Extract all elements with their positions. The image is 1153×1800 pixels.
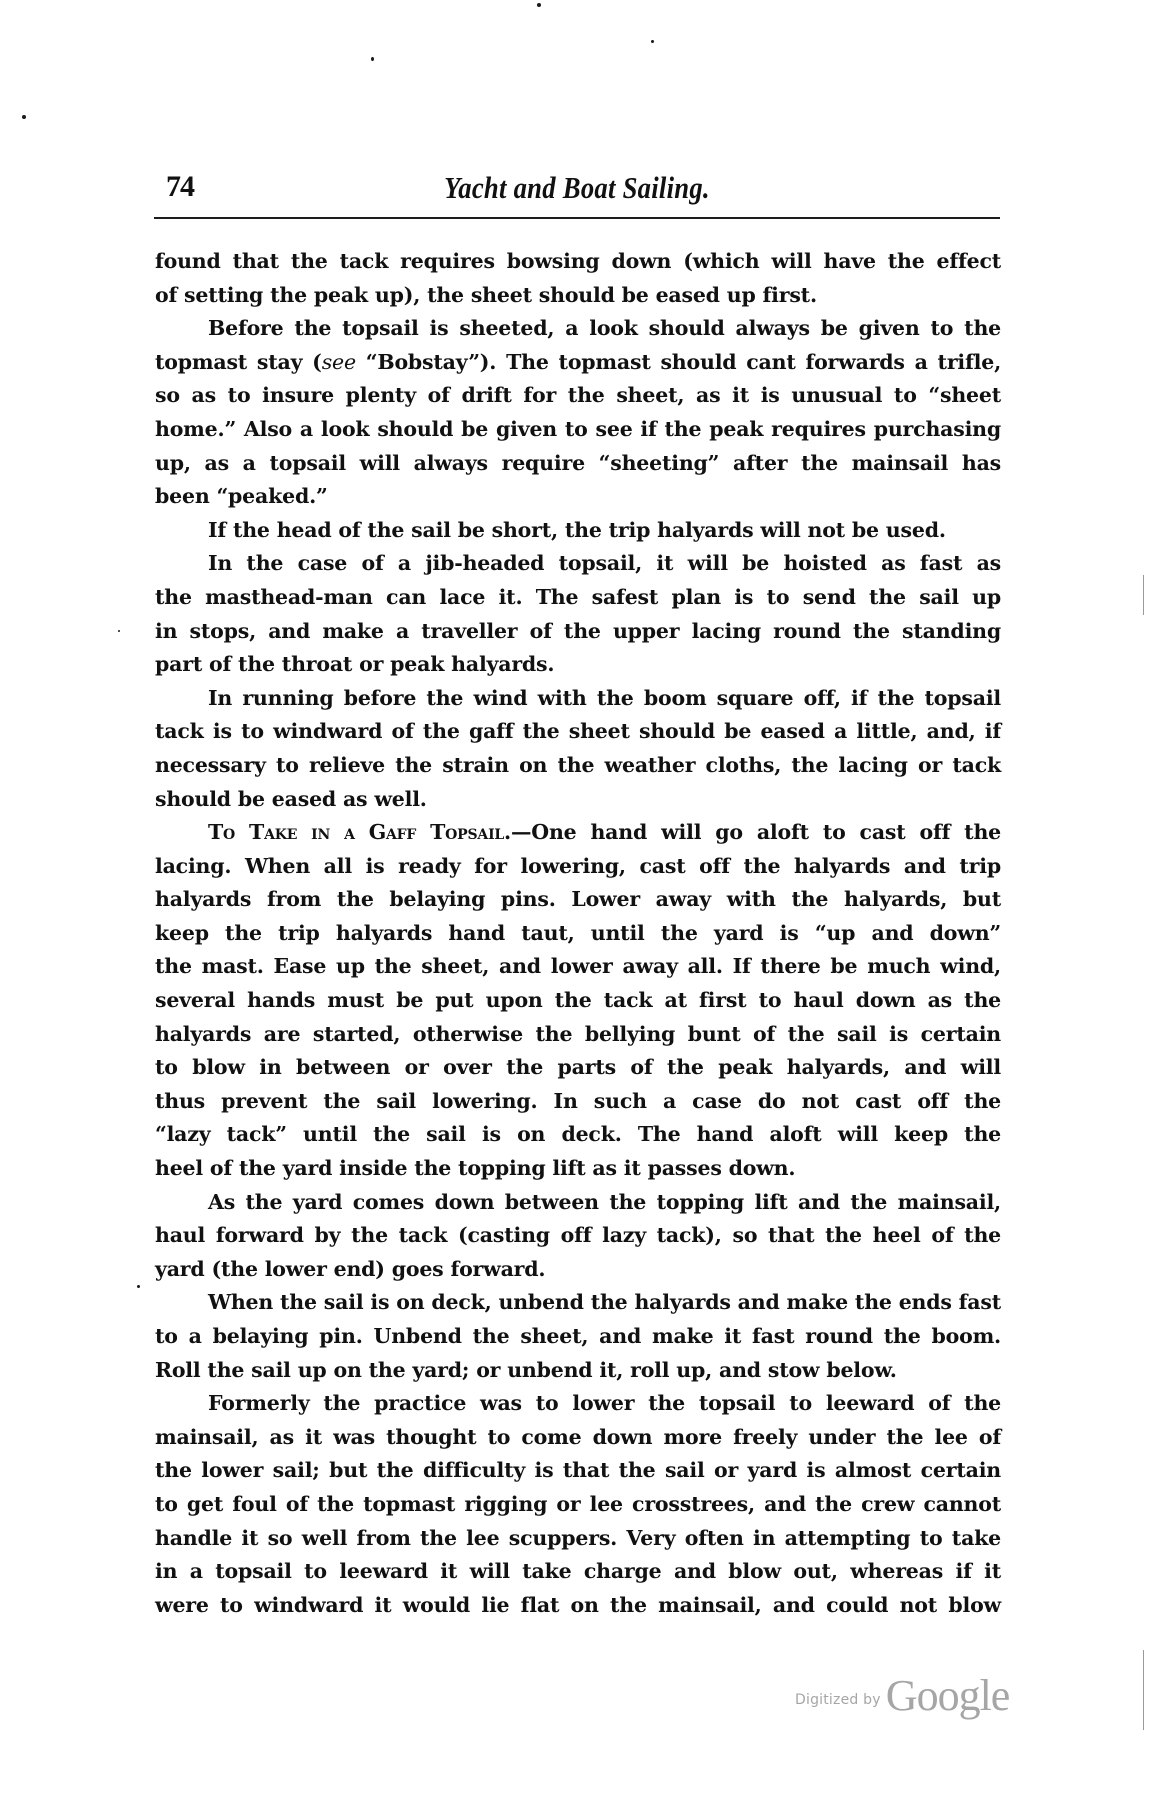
text-line: to a belaying pin. Unbend the sheet, and make it fast round the boom. (155, 1324, 1001, 1348)
google-logo: Google (885, 1671, 1010, 1720)
scan-speck (22, 115, 26, 119)
scan-speck (118, 630, 120, 632)
text-line: lacing. When all is ready for lowering, cast off the halyards and trip (155, 853, 1001, 878)
text-line: several hands must be put upon the tack at first to haul down as the (155, 988, 1001, 1013)
paragraph-start-line: As the yard comes down between the topping lift and the mainsail, (208, 1189, 1001, 1214)
text-line: tack is to windward of the gaff the sheet should be eased a little, and, if (155, 719, 1001, 744)
paragraph-start-line: If the head of the sail be short, the trip halyards will not be used. (208, 517, 946, 542)
paragraph-start-line: Formerly the practice was to lower the topsail to leeward of the (208, 1391, 1001, 1416)
text-line: halyards from the belaying pins. Lower away with the halyards, but (155, 887, 1001, 912)
text-line: keep the trip halyards hand taut, until the yard is “up and down” (155, 920, 1001, 945)
section-heading-line: To Take in a Gaff Topsail.—One hand will go aloft to cast off the (208, 820, 1001, 845)
text-line: the lower sail; but the difficulty is that the sail or yard is almost certain (155, 1458, 1001, 1483)
text-line: mainsail, as it was thought to come down more freely under the lee of (155, 1424, 1001, 1449)
text-line: Roll the sail up on the yard; or unbend it, roll up, and stow below. (155, 1357, 897, 1382)
text-line: should be eased as well. (155, 786, 427, 811)
watermark-prefix: Digitized by (795, 1692, 881, 1708)
text-line: thus prevent the sail lowering. In such a case do not cast off the (155, 1088, 1001, 1113)
text-line: home.” Also a look should be given to see if the peak requires purchasing (155, 416, 1001, 441)
page-number: 74 (166, 170, 194, 203)
text-line: in a topsail to leeward it will take charge and blow out, whereas if it (155, 1559, 1001, 1584)
text-line: part of the throat or peak halyards. (155, 652, 555, 677)
scan-edge-mark (1143, 575, 1144, 615)
text-line: the masthead-man can lace it. The safest plan is to send the sail up (155, 584, 1001, 609)
text-line: to get foul of the topmast rigging or lee crosstrees, and the crew cannot (155, 1491, 1001, 1516)
header-rule (154, 217, 1000, 219)
page-header (154, 166, 1000, 214)
text-line: up, as a topsail will always require “sheeting” after the mainsail has (155, 450, 1001, 475)
text-line: haul forward by the tack (casting off lazy tack), so that the heel of the (155, 1223, 1001, 1248)
text-line: “lazy tack” until the sail is on deck. The hand aloft will keep the (155, 1122, 1001, 1147)
text-line: found that the tack requires bowsing down (which will have the effect (155, 249, 1001, 273)
text-line: to blow in between or over the parts of the peak halyards, and will (155, 1055, 1001, 1080)
scan-speck (137, 1285, 140, 1288)
paragraph-start-line: Before the topsail is sheeted, a look should always be given to the (208, 316, 1001, 341)
text-line: halyards are started, otherwise the bellying bunt of the sail is certain (155, 1021, 1001, 1046)
body-text (155, 245, 1001, 1622)
text-line: necessary to relieve the strain on the weather cloths, the lacing or tack (155, 752, 1001, 777)
section-heading: To Take in a Gaff Topsail. (208, 820, 511, 845)
digitized-by-google-watermark (795, 1670, 1009, 1721)
scan-speck (371, 57, 374, 61)
text-line: heel of the yard inside the topping lift as it passes down. (155, 1156, 796, 1181)
text-line: the mast. Ease up the sheet, and lower away all. If there be much wind, (155, 954, 1001, 979)
paragraph-start-line: When the sail is on deck, unbend the halyards and make the ends fast (208, 1290, 1001, 1315)
paragraph-start-line: In the case of a jib-headed topsail, it will be hoisted as fast as (208, 551, 1001, 576)
scan-edge-mark (1143, 1650, 1144, 1730)
text-line: handle it so well from the lee scuppers. Very often in attempting to take (155, 1525, 1001, 1550)
text-line: so as to insure plenty of drift for the sheet, as it is unusual to “sheet (155, 383, 1001, 408)
text-line: in stops, and make a traveller of the upper lacing round the standing (155, 618, 1001, 643)
text-line: yard (the lower end) goes forward. (155, 1256, 546, 1281)
text-line: were to windward it would lie flat on the mainsail, and could not blow (155, 1592, 1001, 1617)
paragraph-start-line: In running before the wind with the boom square off, if the topsail (208, 685, 1001, 710)
running-title: Yacht and Boat Sailing. (444, 170, 710, 205)
text-line: been “peaked.” (155, 484, 328, 509)
text-line: topmast stay (see “Bobstay”). The topmast should cant forwards a trifle, (155, 349, 1002, 374)
text-line: of setting the peak up), the sheet should be eased up first. (155, 282, 817, 307)
scan-speck (651, 40, 654, 43)
scan-speck (537, 3, 541, 7)
italic-see: see (321, 349, 356, 374)
